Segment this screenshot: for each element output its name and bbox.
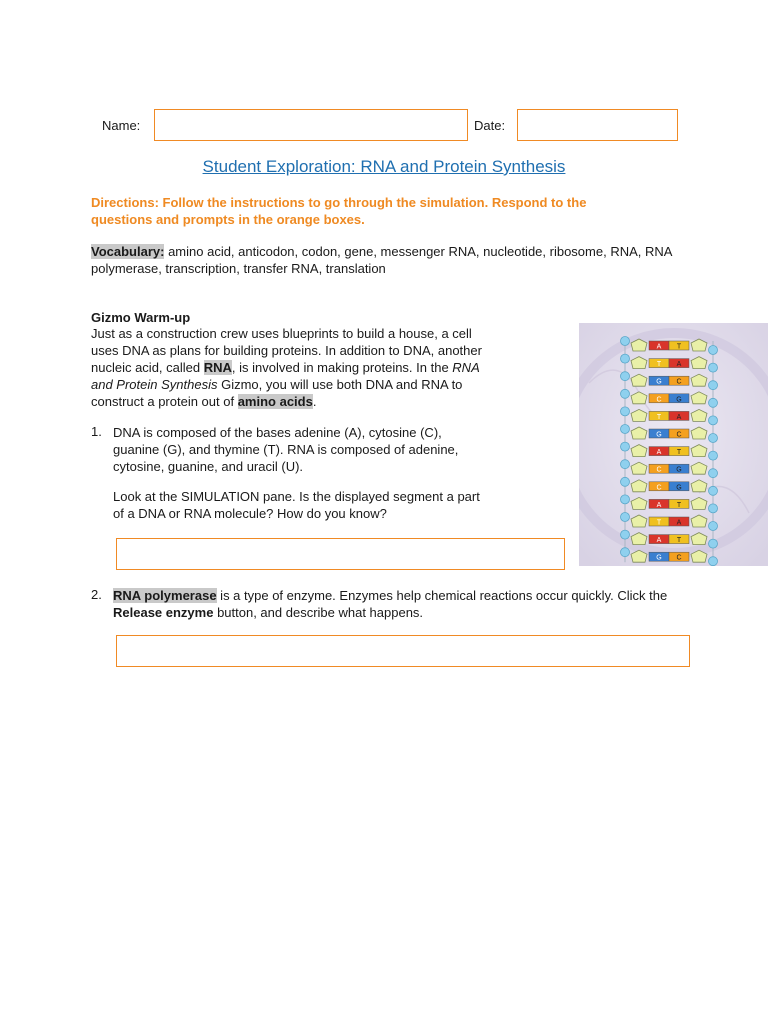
vocabulary-label: Vocabulary: — [91, 244, 165, 259]
phosphate-right — [709, 539, 718, 548]
phosphate-left — [621, 460, 630, 469]
phosphate-right — [709, 486, 718, 495]
question-2-text-1: is a type of enzyme. Enzymes help chemical reactions occur quickly. Click the — [216, 588, 668, 603]
phosphate-right — [709, 381, 718, 390]
base-right-letter: T — [676, 501, 682, 509]
phosphate-left — [621, 495, 630, 504]
phosphate-right — [709, 363, 718, 372]
base-left-letter: T — [656, 413, 662, 421]
warmup-paragraph — [91, 325, 486, 410]
base-left-letter: A — [656, 449, 662, 457]
phosphate-left — [621, 372, 630, 381]
question-1-prompt: Look at the SIMULATION pane. Is the displayed segment a part of a DNA or RNA molecule? How do you know? — [113, 489, 480, 521]
directions-text: Directions: Follow the instructions to go through the simulation. Respond to the questions and prompts in the orange boxes. — [91, 195, 587, 227]
base-right-letter: C — [676, 554, 682, 562]
phosphate-right — [709, 504, 718, 513]
question-1-text: DNA is composed of the bases adenine (A), cytosine (C), guanine (G), and thymine (T). RNA is composed of adenine, cytosine, guanine, and uracil (U). — [113, 425, 459, 474]
vocabulary-list: amino acid, anticodon, codon, gene, messenger RNA, nucleotide, ribosome, RNA, RNA polymerase, transcription, transfer RNA, translation — [91, 244, 672, 276]
phosphate-left — [621, 513, 630, 522]
base-left-letter: C — [656, 484, 662, 492]
base-left-letter: G — [656, 431, 662, 439]
base-right-letter: C — [676, 378, 682, 386]
base-left-letter: C — [656, 466, 662, 474]
base-left-letter: C — [656, 396, 662, 404]
warmup-text-2: , is involved in making proteins. In the — [231, 360, 453, 375]
warmup-text-3: Gizmo, you will use both DNA and RNA to construct a protein out of — [91, 377, 463, 409]
phosphate-right — [709, 416, 718, 425]
phosphate-left — [621, 425, 630, 434]
base-right-letter: T — [676, 537, 682, 545]
phosphate-right — [709, 398, 718, 407]
phosphate-right — [709, 346, 718, 355]
release-enzyme-label: Release enzyme — [113, 605, 214, 620]
question-1-answer-box[interactable] — [116, 538, 565, 570]
base-left-letter: A — [656, 537, 662, 545]
phosphate-left — [621, 548, 630, 557]
page-title: Student Exploration: RNA and Protein Synthesis — [202, 157, 566, 176]
warmup-text-4: . — [312, 394, 317, 409]
simulation-pane-image — [579, 323, 768, 566]
phosphate-left — [621, 407, 630, 416]
base-left-letter: G — [656, 378, 662, 386]
amino-acids-term: amino acids — [237, 394, 313, 409]
base-left-letter: A — [656, 343, 662, 351]
base-left-letter: G — [656, 554, 662, 562]
name-label: Name: — [102, 118, 141, 133]
phosphate-right — [709, 434, 718, 443]
warmup-text-1: Just as a construction crew uses blueprints to build a house, a cell uses DNA as plans for building proteins. In addition to DNA, another nucleic acid, called — [91, 326, 482, 375]
question-2-answer-box[interactable] — [116, 635, 690, 667]
base-right-letter: A — [676, 519, 682, 527]
base-right-letter: G — [676, 484, 682, 492]
question-2-text-2: button, and describe what happens. — [213, 605, 424, 620]
phosphate-left — [621, 477, 630, 486]
question-2-number: 2. — [91, 587, 102, 602]
rna-polymerase-term: RNA polymerase — [113, 588, 217, 603]
phosphate-left — [621, 530, 630, 539]
phosphate-left — [621, 337, 630, 346]
phosphate-left — [621, 389, 630, 398]
base-right-letter: C — [676, 431, 682, 439]
rna-term: RNA — [203, 360, 232, 375]
base-right-letter: T — [676, 343, 682, 351]
gizmo-name: RNA and Protein Synthesis — [91, 360, 480, 392]
base-right-letter: G — [676, 466, 682, 474]
question-1-number: 1. — [91, 424, 102, 439]
question-2-text — [113, 587, 673, 621]
base-right-letter: A — [676, 361, 682, 369]
phosphate-left — [621, 442, 630, 451]
base-right-letter: T — [676, 449, 682, 457]
phosphate-right — [709, 522, 718, 531]
vocabulary-paragraph — [91, 243, 691, 277]
name-field[interactable] — [154, 109, 468, 141]
date-label: Date: — [474, 118, 506, 133]
phosphate-right — [709, 557, 718, 566]
dna-segment-graphic — [579, 323, 768, 566]
base-right-letter: G — [676, 396, 682, 404]
base-left-letter: T — [656, 519, 662, 527]
phosphate-right — [709, 451, 718, 460]
base-left-letter: A — [656, 501, 662, 509]
warmup-heading: Gizmo Warm-up — [91, 310, 191, 325]
base-right-letter: A — [676, 413, 682, 421]
base-left-letter: T — [656, 361, 662, 369]
phosphate-right — [709, 469, 718, 478]
date-field[interactable] — [517, 109, 678, 141]
phosphate-left — [621, 354, 630, 363]
